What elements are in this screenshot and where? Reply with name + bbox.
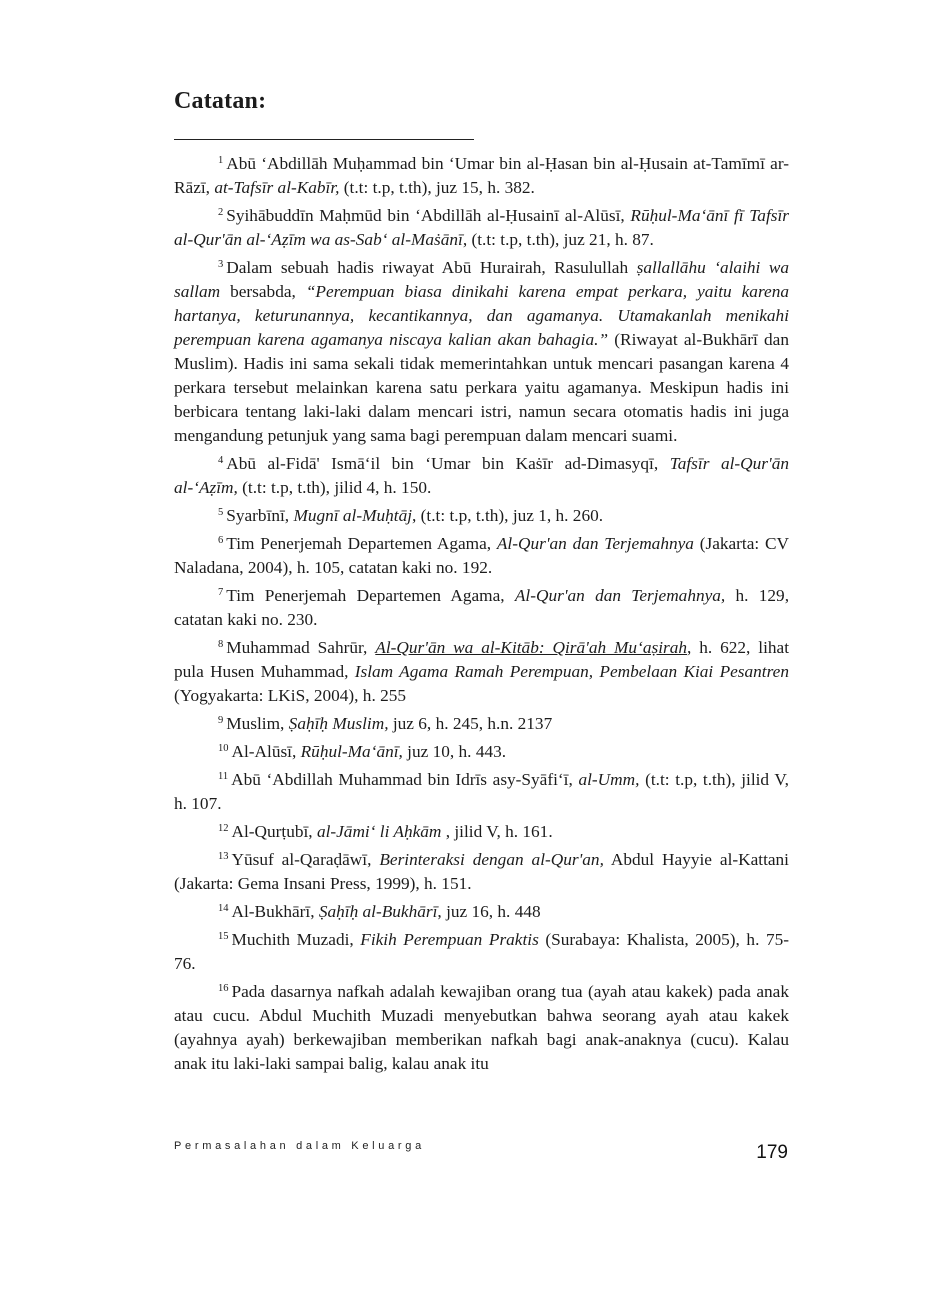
footnote-11 bbox=[174, 768, 789, 816]
footnote-italic-text: Al-Qur'ān wa al-Kitāb: Qirā'ah Mu‘aṣirah bbox=[375, 638, 688, 657]
footnote-number: 3 bbox=[218, 259, 224, 270]
footnote-16 bbox=[174, 980, 789, 1076]
footnote-text: Al-Alūsī, bbox=[231, 742, 301, 761]
page-number: 179 bbox=[756, 1142, 788, 1163]
footnote-text: Pada dasarnya nafkah adalah kewajiban orang tua (ayah atau kakek) pada anak atau cucu. Abdul Muchith Muzadi menyebutkan bahwa seorang ayah atau kakek (ayahnya ayah) berkewajiban memberikan nafkah bagi anak-anaknya (cucu). Kalau anak itu laki-laki sampai balig, kalau anak itu bbox=[174, 982, 789, 1073]
footnote-text: Dalam sebuah hadis riwayat Abū Hurairah, Rasulullah bbox=[226, 258, 637, 277]
footnote-text: , juz 16, h. 448 bbox=[437, 902, 541, 921]
footnote-text: (Yogyakarta: LKiS, 2004), h. 255 bbox=[174, 686, 407, 705]
footnote-text: (t.t: t.p, t.th), jilid 4, h. 150. bbox=[237, 478, 432, 497]
footnote-text: (Riwayat al-Bukhārī dan Muslim). Hadis ini sama sekali tidak memerintahkan untuk mencari pasangan karena 4 perkara tersebut melainkan karena satu perkara yaitu agamanya. Meskipun hadis ini berbicara tentang laki-laki dalam mencari istri, namun secara otomatis hadis ini juga mengandung petunjuk yang sama bagi perempuan dalam mencari suami. bbox=[174, 330, 789, 445]
footnote-4 bbox=[174, 452, 789, 500]
footnote-number: 14 bbox=[218, 903, 229, 914]
footnote-number: 2 bbox=[218, 207, 224, 218]
footnote-number: 7 bbox=[218, 587, 224, 598]
footnote-5 bbox=[174, 504, 789, 528]
footnote-text: bersabda, bbox=[220, 282, 306, 301]
footnote-text: Abū ‘Abdillah Muhammad bin Idrīs asy-Syāfi‘ī, bbox=[231, 770, 579, 789]
footnote-1 bbox=[174, 152, 789, 200]
running-title: Permasalahan dalam Keluarga bbox=[174, 1140, 425, 1152]
footnote-7 bbox=[174, 584, 789, 632]
footnote-text: Abū al-Fidā' Ismā‘il bin ‘Umar bin Kaṡīr ad-Dimasyqī, bbox=[226, 454, 670, 473]
footnote-number: 4 bbox=[218, 455, 224, 466]
footnote-number: 15 bbox=[218, 931, 229, 942]
footnote-italic-text: ṣallallāhu ‘alaihi wa sallam bbox=[174, 258, 789, 301]
footnote-text: , (t.t: t.p, t.th), juz 1, h. 260. bbox=[412, 506, 604, 525]
footnote-10 bbox=[174, 740, 789, 764]
footnote-text: Syarbīnī, bbox=[226, 506, 294, 525]
footnote-italic-text: Ṣaḥīḥ Muslim, bbox=[288, 714, 389, 733]
footnote-6 bbox=[174, 532, 789, 580]
footnote-text: Al-Bukhārī, bbox=[231, 902, 319, 921]
footnote-text: juz 6, h. 245, h.n. 2137 bbox=[388, 714, 553, 733]
footnote-3 bbox=[174, 256, 789, 448]
footnote-italic-text: Islam Agama Ramah Perempuan, Pembelaan Kiai Pesantren bbox=[354, 662, 789, 681]
footnote-text: , (t.t: t.p, t.th), juz 21, h. 87. bbox=[462, 230, 654, 249]
footnote-text: Tim Penerjemah Departemen Agama, bbox=[226, 586, 515, 605]
footnote-number: 13 bbox=[218, 851, 229, 862]
footnote-italic-text: Fikih Perempuan Praktis bbox=[360, 930, 539, 949]
footnote-9 bbox=[174, 712, 789, 736]
footnote-number: 10 bbox=[218, 743, 229, 754]
footnote-italic-text: Al-Qur'an dan Terjemahnya bbox=[496, 534, 694, 553]
footnote-13 bbox=[174, 848, 789, 896]
footnote-15 bbox=[174, 928, 789, 976]
footnote-12 bbox=[174, 820, 789, 844]
footnote-text: h. 129, catatan kaki no. 230. bbox=[174, 586, 790, 629]
footnote-text: Yūsuf al-Qaraḍāwī, bbox=[231, 850, 380, 869]
footnote-italic-text: Berinteraksi dengan al-Qur'an, bbox=[379, 850, 604, 869]
footnote-number: 16 bbox=[218, 983, 229, 994]
notes-heading: Catatan: bbox=[174, 88, 267, 114]
footnote-text: , h. 622, lihat pula Husen Muhammad, bbox=[174, 638, 789, 681]
footnote-italic-text: Rūḥul-Ma‘ānī, bbox=[300, 742, 403, 761]
footnote-number: 11 bbox=[218, 771, 229, 782]
footnote-number: 9 bbox=[218, 715, 224, 726]
footnote-number: 5 bbox=[218, 507, 224, 518]
footnotes-list bbox=[174, 152, 789, 1080]
footnote-italic-text: al-Umm, bbox=[578, 770, 640, 789]
footnote-text: (Surabaya: Khalista, 2005), h. 75-76. bbox=[174, 930, 789, 973]
footnote-text: juz 10, h. 443. bbox=[402, 742, 507, 761]
footnote-text: Abū ‘Abdillāh Muḥammad bin ‘Umar bin al-Ḥasan bin al-Ḥusain at-Tamīmī ar-Rāzī, bbox=[174, 154, 789, 197]
footnote-8 bbox=[174, 636, 789, 708]
footnote-italic-text: Ṣaḥīḥ al-Bukhārī bbox=[318, 902, 438, 921]
footnote-italic-text: Tafsīr al-Qur'ān al-‘Aẓīm, bbox=[174, 454, 790, 497]
footnote-text: Muchith Muzadi, bbox=[231, 930, 361, 949]
footnote-2 bbox=[174, 204, 789, 252]
footnote-italic-text: at-Tafsīr al-Kabīr, bbox=[214, 178, 340, 197]
footnote-number: 8 bbox=[218, 639, 224, 650]
footnote-italic-text: Al-Qur'an dan Terjemahnya, bbox=[514, 586, 726, 605]
footnote-text: Syihābuddīn Maḥmūd bin ‘Abdillāh al-Ḥusainī al-Alūsī, bbox=[226, 206, 631, 225]
footnote-italic-text: “Perempuan biasa dinikahi karena empat perkara, yaitu karena hartanya, keturunannya, kecantikannya, dan agamanya. Utamakanlah menikahi perempuan karena agamanya niscaya kalian akan bahagia.” bbox=[174, 282, 789, 349]
footnote-text: Al-Qurṭubī, bbox=[231, 822, 317, 841]
footnote-text: Muhammad Sahrūr, bbox=[226, 638, 376, 657]
footnote-number: 6 bbox=[218, 535, 224, 546]
footnote-text: Tim Penerjemah Departemen Agama, bbox=[226, 534, 497, 553]
footnote-text: , jilid V, h. 161. bbox=[441, 822, 553, 841]
footnote-text: (Jakarta: CV Naladana, 2004), h. 105, catatan kaki no. 192. bbox=[174, 534, 789, 577]
footnote-text: (t.t: t.p, t.th), juz 15, h. 382. bbox=[339, 178, 535, 197]
footnote-italic-text: Mugnī al-Muḥtāj bbox=[293, 506, 413, 525]
footnote-14 bbox=[174, 900, 789, 924]
footnote-text: Abdul Hayyie al-Kattani (Jakarta: Gema Insani Press, 1999), h. 151. bbox=[174, 850, 789, 893]
footnote-text: Muslim, bbox=[226, 714, 289, 733]
footnote-text: (t.t: t.p, t.th), jilid V, h. 107. bbox=[174, 770, 789, 813]
footnote-italic-text: al-Jāmi‘ li Aḥkām bbox=[316, 822, 442, 841]
footnote-italic-text: Rūḥul-Ma‘ānī fī Tafsīr al-Qur'ān al-‘Aẓīm wa as-Sab‘ al-Maṡānī bbox=[174, 206, 789, 249]
footnote-number: 1 bbox=[218, 155, 224, 166]
footnote-separator-rule bbox=[174, 139, 474, 140]
footnote-number: 12 bbox=[218, 823, 229, 834]
